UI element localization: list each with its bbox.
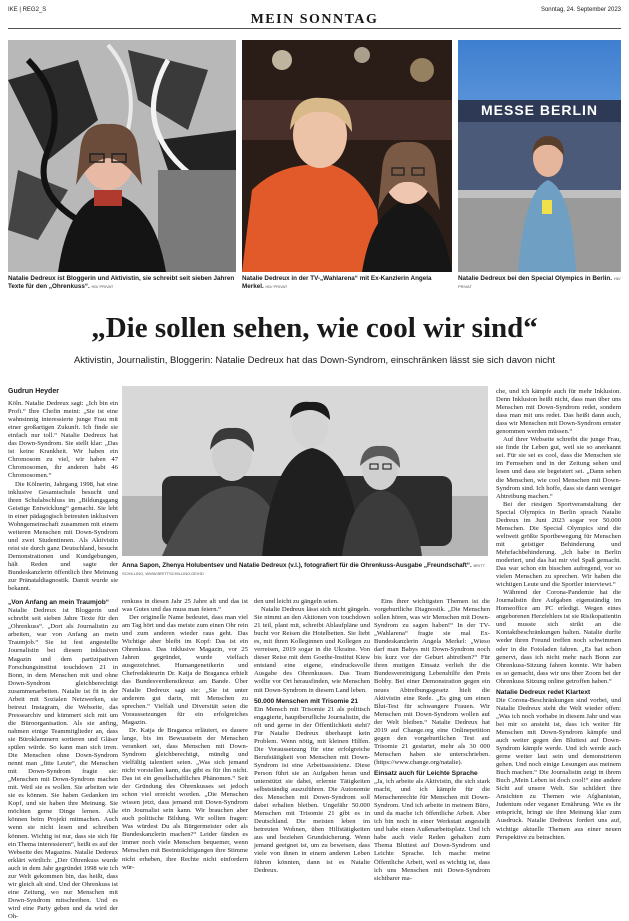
photo3-caption bbox=[458, 275, 621, 290]
photo2-caption-text: Natalie Dedreux in der TV-„Wahlarena“ mit Ex-Kanzlerin Angela Merkel. bbox=[242, 275, 432, 290]
col3-paragraph-1: den und leicht zu gängeln seien. bbox=[254, 598, 339, 605]
photo-three-friends bbox=[122, 386, 488, 556]
photo3-credit: HD/ PRIVAT bbox=[458, 276, 621, 289]
issue-date: Sonntag, 24. September 2023 bbox=[540, 7, 621, 13]
photo4-credit: BRITT SCHILLING, WWW.BRITTSCHILLING.DE/HD bbox=[122, 563, 485, 576]
col2-paragraph-1: renkuss in diesen Jahr 25 Jahre alt und das ist was Gutes und das muss man feiern.“ bbox=[122, 598, 248, 614]
article-headline: „Die sollen sehen, wie cool wir sind“ bbox=[91, 312, 538, 344]
photo1-credit: HD/ PRIVAT bbox=[91, 283, 114, 289]
photo4-caption bbox=[122, 562, 488, 577]
photo-merkel-illustration bbox=[242, 40, 452, 272]
photo-messe-illustration bbox=[458, 40, 621, 272]
section-title: MEIN SONNTAG bbox=[250, 12, 379, 27]
col5-paragraph-4: Während der Corona-Pandemie hat die Journalistin ihre Aufgaben eigenständig im Homeoffice am PC erledigt. Wegen eines angeborenen Herzfehlers ist sie Risikopatientin und musste sich strikt an die Kontaktbeschränkungen halten. Natalie durfte weder ihren Freund treffen noch schwimmen oder in die Fotoladen fahren. „Es hat schon genervt, dass ich nicht mehr nach Bonn zur Ohrenkuss-Sitzung fahren konnte. Wir haben es so gemacht, dass wir uns über Zoom bei der Ohrenkuss Sitzung online getroffen haben.“ bbox=[496, 589, 621, 685]
photo1-caption bbox=[8, 275, 236, 290]
col1-paragraph-1: Köln. Natalie Dedreux sagt: „Ich bin ein Profi.“ Ihre Chefin meint: „Sie ist eine wahnsinnig interessierte junge Frau mit einer großartigen Zukunft. Ich finde sie einfach nur toll.“ Natalie Dedreux hat das Down-Syndrom. Sie stellt klar: „Das ist keine Krankheit. Wir haben ein Chromosom zu viel, wir haben 47 Chromosomen, ihr anderen habt 46 Chromosomen.“ bbox=[8, 400, 118, 480]
col1-subheading: „Von Anfang an mein Traumjob“ bbox=[8, 599, 110, 607]
col3-paragraph-2: Natalie Dedreux lässt sich nicht gängeln. Sie nimmt an den Aktionen von touchdown 21 teil, plant mit, schreibt Ablaufpläne und bucht vor Reisen die Hotelbetten. Sie liebt es, mit ihren Kolleginnen und Kollegen zu verreisen, 2019 sogar in die Ukraine. Von dieser Reise mit dem Goethe-Institut Kiew entstand eine eigene, eindrucksvolle Ausgabe des Ohrenkusses. Das Team wollte vor Ort herausfinden, wie Menschen mit Down-Syndrom in diesem Land leben. bbox=[254, 606, 370, 694]
photo-graffiti-illustration bbox=[8, 40, 236, 272]
article-column-1 bbox=[8, 388, 118, 920]
page-code: IKE | REG2_S bbox=[8, 7, 47, 13]
photo1-caption-text: Natalie Dedreux ist Bloggerin und Aktivistin, sie schreibt seit sieben Jahren Texte für den „Ohrenkuss“. bbox=[8, 275, 235, 290]
col3-subheading: 50.000 Menschen mit Trisomie 21 bbox=[254, 697, 359, 705]
photo-graffiti-portrait bbox=[8, 40, 236, 272]
article-subline: Aktivistin, Journalistin, Bloggerin: Natalie Dedreux hat das Down-Syndrom, einschränken lässt sie sich davon nicht bbox=[73, 355, 556, 366]
photo4-caption-text: Anna Sapon, Zhenya Holubentsev und Natalie Dedreux (v.l.), fotografiert für die Ohrenkuss-Ausgabe „Freundschaft“. bbox=[122, 562, 472, 569]
col4-paragraph-1: Eins ihrer wichtigsten Themen ist die vorgeburtliche Diagnostik. „Die Menschen sollen hören, was wir Menschen mit Down-Syndrom zu sagen haben!“ In der TV-„Wahlarena“ fragte sie mal Ex-Bundeskanzlerin Angela Merkel: „Wieso darf man Babys mit Down-Syndrom noch bis kurz vor der Geburt abtreiben?“ Für ihren mutigen Einsatz verlieh ihr die Bundesvereinigung Lebenshilfe den Preis Bobby. Bei einer Demonstration gegen ein neues Abtreibungsgesetz hielt die Aktivistin eine Rede. „Es ging um einen Blut-Test für schwangere Frauen. Wir Menschen mit Down-Syndrom wollen auf der Welt bleiben.“ Natalie Dedreux hat 2019 auf Change.org eine Onlinepetition gegen den vorgeburtlichen Test auf Trisomie 21 gestartet, mehr als 30 000 Menschen haben sie unterschrieben. (https://www.change.org/natalie). bbox=[374, 598, 490, 766]
col1-paragraph-2: Die Kölnerin, Jahrgang 1998, hat eine inklusive Gesamtschule besucht und ihren Schulabschluss im „Bildungsgang Geistige Entwicklung“ gemacht. Sie lebt in einer pädagogisch betreuten inklusiven Wohngemeinschaft zusammen mit einem weiteren Menschen mit Down-Syndrom und zwei Studentinnen. Als Aktivistin reist sie durch ganz Deutschland, besucht Demonstrationen und Kundgebungen, hält Reden und sagte der Bundeskanzlerin öffentlich ihre Meinung zur Pränataldiagnostik. Damit wurde sie bekannt. bbox=[8, 480, 118, 593]
col5-paragraph-5: Die Corona-Beschränkungen sind vorbei, und Natalie Dedreux steht die Welt wieder offen: „Was ich noch vorhabe in diesem Jahr und was bei mir so ansteht ist, dass ich weiter für Menschen mit Down-Syndrom kämpfe und auch weiter gegen den Bluttest auf Down-Syndrom kämpfe werde. Und ich werde auch gerne weiter laut sein und demonstrieren gehen. Und noch einige Lesungen aus meinem Buch machen.“ Die Journalistin zeigt in ihrem Buch „Mein Leben ist doch cool!“ eine andere Sicht auf unsere Welt. Sie schildert ihre Ansichten zu Themen wie Afghanistan, Judentum oder veganer Ernährung. Wie es ihr entspricht, bringt sie ihre Meinung klar zum Ausdruck. Natalie Dedreux fordert uns auf, wichtige aktuelle Themen aus einer neuen Perspektive zu betrachten. bbox=[496, 696, 621, 841]
article-column-3 bbox=[254, 598, 370, 874]
messe-sign: MESSE BERLIN bbox=[480, 102, 598, 118]
article-column-2 bbox=[122, 598, 248, 871]
page-header bbox=[8, 3, 621, 29]
photo3-caption-text: Natalie Dedreux bei den Special Olympics in Berlin. bbox=[458, 275, 612, 282]
col4-paragraph-2: „Ja, ich arbeite als Aktivistin, die sich stark macht, und ich kämpfe für die Menschenrechte für Menschen mit Down-Syndrom. Und ich arbeite in meinem Büro, und da mache ich öffentliche Arbeit. Aber ich bin noch in einer Werkstatt angestellt und habe einen Außenarbeitsplatz. Und ich habe auch viele Reden gehalten zum Thema Bluttest auf Down-Syndrom und Leichte Sprache. Ich mache meine Öffentliche Arbeit, weil es wichtig ist, dass ich uns Menschen mit Down-Syndrom sichtbarer ma- bbox=[374, 778, 490, 882]
col4-subheading: Einsatz auch für Leichte Sprache bbox=[374, 769, 478, 777]
col5-paragraph-2: Auf ihrer Webseite schreibt die junge Frau, sie finde ihr Leben gut, weil sie so anerkannt sei. Für sie sei es cool, dass die Menschen sie im Fernsehen und in der Zeitung sehen und lesen und dass sie begeistert sei. „Dann sehen die Menschen, wie cool Menschen mit Down-Syndrom sind. Ich hoffe, dass sie dann weniger Abtreibung machen.“ bbox=[496, 436, 621, 500]
photo-friends-illustration bbox=[122, 386, 488, 556]
col5-subheading: Natalie Dedreux redet Klartext bbox=[496, 688, 591, 696]
col1-paragraph-3: Natalie Dedreux ist Bloggerin und schreibt seit sieben Jahre Texte für den „Ohrenkuss“. „Dort als Journalistin zu arbeiten, war von Anfang an mein Traumjob.“ Sie ist fest angestellte Journalistin bei diesem inklusiven Magazin und dem partizipativen Forschungsinstitut touchdown 21 in Bonn, in dem Menschen mit und ohne Down-Syndrom gleichberechtigt zusammenarbeiten. Natalie ist fit in der Arbeit mit Sozialen Netzwerken, sie betreut Instagram, die Webseite, das Pressearchiv und kümmert sich mit um die Büroorganisation. Als sie anfing, nahmen einige Teammitglieder an, dass sie Büroklammern sortieren und Gläser spülen würde. So kann man sich irren. Die Menschen ohne Down-Syndrom nennt man „fitte Leute“, die Menschen mit Down-Syndrom fragte sie: „Menschen mit Down-Syndrom machen mit. Weil sie es wollen. Sie arbeiten wie sie es können. Sie haben Gedanken im Kopf, und sie haben ihre Meinung. Sie möchten gerne Dinge lernen. Alle können beim Projekt mitmachen. Auch wenn sie nicht lesen und schreiben können. Wichtig ist nur, dass sie sich für ein Thema interessieren“, heißt es auf der Webseite des Magazins. Natalie Dedreux erklärt wörtlich: „Der Ohrenkuss wurde auch in dem Jahr gegründet 1998 wie ich zur Welt gekommen bin, das heißt, dass wir gleich alt sind. Und der Ohrenkuss ist eine Zeitung, wo nur Menschen mit Down-Syndrom mitschreiben. Und es wird eine Party geben und da wird der Oh- bbox=[8, 607, 118, 920]
article-column-5 bbox=[496, 388, 621, 866]
article-column-4 bbox=[374, 598, 490, 882]
col5-paragraph-1: che, und ich kämpfe auch für mehr Inklusion. Denn Inklusion heißt nicht, dass man über uns Menschen mit Down-Syndrom redet, sondern dass man mit uns redet. Das heißt dann auch, dass wir Menschen mit Down-Syndrom ernster genommen werden müssen.“ bbox=[496, 388, 621, 436]
photo2-credit: HD/ PRIVAT bbox=[265, 283, 288, 289]
col2-paragraph-3: Dr. Katja de Braganca erläutert, es dauere lange, bis im Bewusstsein der Menschen verankert sei, dass Menschen mit Down-Syndrom gleichberechtigt, mündig und vielfältig talentiert seien. „Was sich jemand nicht vorstellen kann, das gibt es für ihn nicht. Das ist ein gesellschaftliches Phänomen.“ Seit der Gründung des Ohrenkusses sei jedoch schon viel erreicht worden. „Die Menschen wissen jetzt, dass jemand mit Down-Syndrom ein Journalist sein kann. Wir brauchen aber auch politische Bildung. Wir sollten fragen: Was würdest Du als Bürgermeister oder als Bundeskanzlerin machen?“ Leider fänden es immer noch viele Menschen bequemer, wenn Menschen mit Beeinträchtigungen ihre Stimme nicht erheben, ihre Rechte nicht einfordern wür- bbox=[122, 726, 248, 871]
col3-paragraph-3: Ein Mensch mit Trisomie 21 als politisch engagierte, hauptberufliche Journalistin, die oft und gerne in der Öffentlichkeit steht? Für Natalie Dedreux überhaupt kein Problem. Wenn nötig, mit kleinen Hilfen. Die Voraussetzung für eine erfolgreiche Berufstätigkeit von Menschen mit Down-Syndrom ist eine Arbeitsassistenz. Diese Person führt sie an Aufgaben heran und unterstützt sie dabei, erlernte Tätigkeiten selbstständig auszuführen. Die Autonomie des Menschen mit Down-Syndrom soll dabei erhalten bleiben. Ungefähr 50.000 Menschen mit Trisomie 21 gibt es in Deutschland. Die meisten leben im betreuten Wohnen, üben Hilfstätigkeiten aus und beziehen Grundsicherung. Wenn jemand geeignet ist, um zu beweisen, dass viele von ihnen in einem anderen Leben führen könnten, dann ist es Natalie Dedreux. bbox=[254, 705, 370, 874]
article-author: Gudrun Heyder bbox=[8, 388, 59, 395]
col5-paragraph-3: Bei der riesigen Sportveranstaltung der Special Olympics in Berlin sprach Natalie Dedreux im Juni 2023 sogar vor 50.000 Menschen. Die Special Olympics sind die weltweit größte Sportbewegung für Menschen mit geistiger Behinderung und Mehrfachbehinderung. „Ich habe in Berlin moderiert, und das hat mir viel Spaß gemacht. Das war schon ein bisschen aufregend, vor so vielen Menschen zu sprechen. Wir haben die wichtigen Leute und die Sportler interviewt.“ bbox=[496, 500, 621, 589]
col2-paragraph-2: Der originelle Name bedeutet, dass man viel am Tag hört und das meiste zum einen Ohr rein und zum anderen wieder raus geht. Das Wichtige aber bleibt im Kopf: Das ist ein Ohrenkuss. Das inklusive Magazin, vor 25 Jahren gegründet, wurde vielfach ausgezeichnet. Humangenetikerin und Chefredakteurin Dr. Katja de Braganca erhielt das Bundesverdienstkreuz am Bande. Über Natalie Dedreux sagt sie: „Sie ist unter anderem gut darin, mit Menschen zu sprechen.“ Vielfalt und Diversität seien die Voraussetzungen für ein erfolgreiches Magazin. bbox=[122, 614, 248, 726]
photo-special-olympics bbox=[458, 40, 621, 272]
photo2-caption bbox=[242, 275, 452, 290]
photo-wahlarena-merkel bbox=[242, 40, 452, 272]
